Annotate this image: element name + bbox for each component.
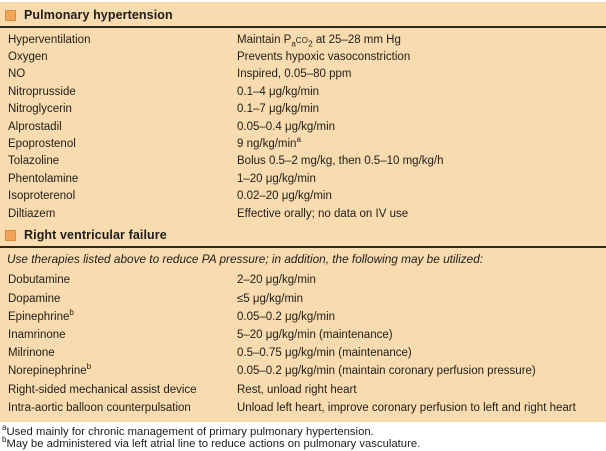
table-row	[0, 135, 606, 152]
table-row	[0, 326, 606, 344]
therapy-name-cell: Epoprostenol	[8, 138, 76, 151]
table-row	[0, 188, 606, 205]
footnote-line: $^b$May be administered via left atrial line to reduce actions on pulmonary vasculature.	[2, 435, 421, 451]
dose-cell: 5–20 μg/kg/min (maintenance)	[237, 328, 393, 341]
dose-cell: 2–20 μg/kg/min	[237, 274, 316, 287]
dose-cell: Rest, unload right heart	[237, 383, 357, 396]
therapy-name-cell: Oxygen	[8, 51, 48, 64]
table-row	[0, 83, 606, 100]
table-row	[0, 66, 606, 83]
dose-cell: Effective orally; no data on IV use	[237, 207, 409, 220]
section-header	[0, 2, 606, 28]
therapy-name-cell: Epinephrine$^b$	[8, 307, 74, 323]
section-title: Pulmonary hypertension	[24, 8, 173, 22]
section-note: Use therapies listed above to reduce PA pressure; in addition, the following may be utilized:	[7, 252, 484, 267]
dose-cell: Unload left heart, improve coronary perfusion to left and right heart	[237, 401, 576, 414]
table-row	[0, 308, 606, 326]
dose-cell: ≤5 μg/kg/min	[237, 292, 303, 305]
therapy-name-cell: Right-sided mechanical assist device	[8, 383, 197, 396]
therapy-name-cell: Tolazoline	[8, 155, 60, 168]
table-row	[0, 48, 606, 65]
dose-cell: 0.05–0.2 μg/kg/min	[237, 310, 336, 323]
dose-cell: 0.02–20 μg/kg/min	[237, 190, 332, 203]
dose-cell: 0.1–7 μg/kg/min	[237, 103, 320, 116]
table-row	[0, 344, 606, 362]
therapy-name-cell: NO	[8, 68, 26, 81]
table-row	[0, 362, 606, 380]
therapy-name-cell: Inamrinone	[8, 328, 66, 341]
therapy-name-cell: Norepinephrine$^b$	[8, 362, 92, 378]
table-row	[0, 205, 606, 222]
dose-cell: 0.05–0.4 μg/kg/min	[237, 120, 336, 133]
therapy-name-cell: Intra-aortic balloon counterpulsation	[8, 401, 191, 414]
therapy-name-cell: Dobutamine	[8, 274, 71, 287]
therapy-name-cell: Hyperventilation	[8, 33, 91, 46]
dose-cell: Bolus 0.5–2 mg/kg, then 0.5–10 mg/kg/h	[237, 155, 444, 168]
table-row	[0, 170, 606, 187]
table-section	[0, 2, 606, 222]
dose-cell: Maintain $P_aco_2$ at 25–28 mm Hg	[237, 33, 401, 48]
therapy-table	[0, 2, 606, 422]
footnotes	[0, 422, 606, 451]
dose-cell: 9 $ng/kg/\min^a$	[237, 135, 301, 151]
section-bullet-icon	[5, 10, 16, 21]
therapy-name-cell: Isoproterenol	[8, 190, 76, 203]
table-row	[0, 399, 606, 417]
table-row	[0, 31, 606, 48]
therapy-name-cell: Phentolamine	[8, 172, 79, 185]
therapy-name-cell: Diltiazem	[8, 207, 56, 220]
table-row	[0, 289, 606, 307]
therapy-name-cell: Milrinone	[8, 347, 55, 360]
dose-cell: Prevents hypoxic vasoconstriction	[237, 51, 411, 64]
table-row	[0, 118, 606, 135]
footnote-line: $^a$Used mainly for chronic management of primary pulmonary hypertension.	[2, 423, 374, 438]
dose-cell: 0.1–4 μg/kg/min	[237, 85, 320, 98]
dose-cell: Inspired, 0.05–80 ppm	[237, 68, 352, 81]
therapy-name-cell: Nitroprusside	[8, 85, 76, 98]
section-rows	[0, 268, 606, 417]
therapy-name-cell: Nitroglycerin	[8, 103, 72, 116]
section-rows	[0, 28, 606, 222]
therapy-name-cell: Alprostadil	[8, 120, 62, 133]
table-row	[0, 271, 606, 289]
dose-cell: 1–20 μg/kg/min	[237, 172, 316, 185]
table-section	[0, 222, 606, 417]
table-row	[0, 380, 606, 398]
table-row	[0, 101, 606, 118]
section-header	[0, 222, 606, 248]
section-title: Right ventricular failure	[24, 228, 167, 243]
dose-cell: 0.05–0.2 μg/kg/min (maintain coronary perfusion pressure)	[237, 365, 536, 378]
therapy-name-cell: Dopamine	[8, 292, 61, 305]
section-bullet-icon	[5, 230, 16, 241]
table-row	[0, 153, 606, 170]
dose-cell: 0.5–0.75 μg/kg/min (maintenance)	[237, 347, 412, 360]
